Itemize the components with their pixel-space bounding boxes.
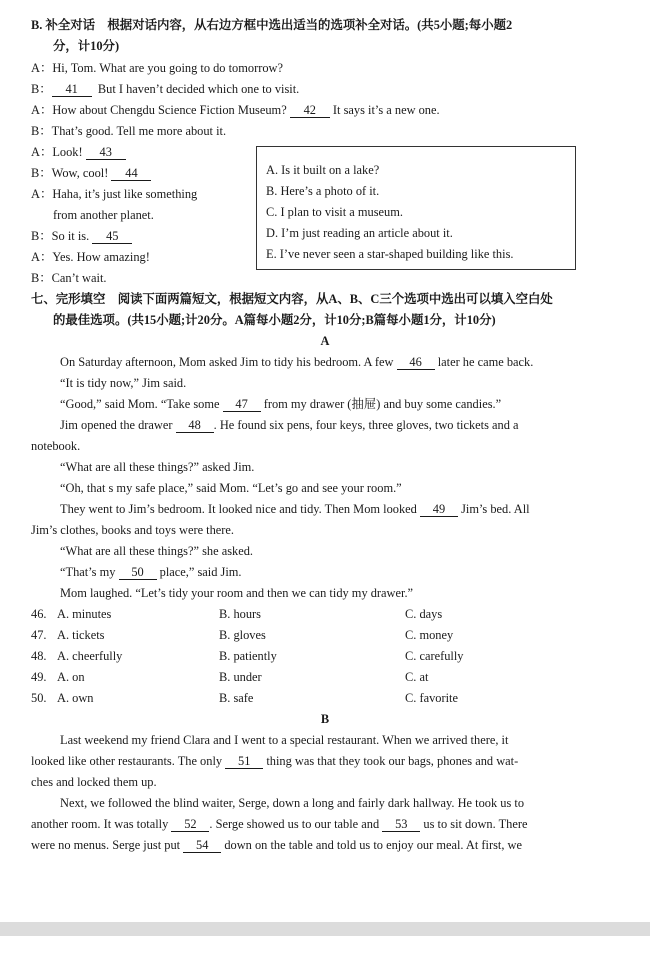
passage-line: Next, we followed the blind waiter, Serge, down a long and fairly dark hallway. He took us to bbox=[60, 796, 525, 810]
section7-heading-line2: 的最佳选项。(共15小题;计20分。A篇每小题2分，计10分;B篇每小题1分，计10分) bbox=[53, 313, 496, 327]
blank-49[interactable]: 49 bbox=[420, 503, 458, 517]
dialogue-line: A：Look! 43 bbox=[31, 144, 126, 160]
dialogue-line: A：Yes. How amazing! bbox=[31, 250, 150, 264]
passage-line: another room. It was totally 52 . Serge showed us to our table and 53 us to sit down. There bbox=[31, 817, 528, 831]
choice-b[interactable]: B. hours bbox=[219, 607, 261, 621]
dialogue-line: B：That’s good. Tell me more about it. bbox=[31, 124, 227, 138]
dialogue-line: A：Hi, Tom. What are you going to do tomorrow? bbox=[31, 61, 283, 75]
blank-45[interactable]: 45 bbox=[92, 230, 132, 244]
passage-line: Jim’s clothes, books and toys were there. bbox=[31, 523, 235, 537]
choice-b[interactable]: B. patiently bbox=[219, 649, 277, 663]
option-b[interactable]: B. Here’s a photo of it. bbox=[266, 184, 380, 198]
dialogue-line: A：How about Chengdu Science Fiction Museum? 42 It says it’s a new one. bbox=[31, 103, 440, 117]
option-c[interactable]: C. I plan to visit a museum. bbox=[266, 205, 403, 219]
choice-c[interactable]: C. money bbox=[405, 628, 454, 642]
choice-b[interactable]: B. gloves bbox=[219, 628, 266, 642]
passage-b-title: B bbox=[320, 712, 330, 726]
blank-52[interactable]: 52 bbox=[171, 818, 209, 832]
blank-48[interactable]: 48 bbox=[176, 419, 214, 433]
dialogue-line: A：Haha, it’s just like something bbox=[31, 187, 198, 201]
dialogue-line: B：Wow, cool! 44 bbox=[31, 165, 151, 181]
blank-46[interactable]: 46 bbox=[397, 356, 435, 370]
passage-line: Jim opened the drawer 48 . He found six pens, four keys, three gloves, two tickets and a bbox=[60, 418, 519, 432]
passage-line: Last weekend my friend Clara and I went to a special restaurant. When we arrived there, it bbox=[60, 733, 509, 747]
blank-41[interactable]: 41 bbox=[52, 83, 92, 97]
passage-line: “What are all these things?” asked Jim. bbox=[60, 460, 255, 474]
dialogue-line: from another planet. bbox=[53, 208, 154, 222]
question-number: 47. bbox=[31, 628, 47, 642]
blank-50[interactable]: 50 bbox=[119, 566, 157, 580]
passage-line: “Oh, that s my safe place,” said Mom. “Let’s go and see your room.” bbox=[60, 481, 402, 495]
blank-42[interactable]: 42 bbox=[290, 104, 330, 118]
question-number: 48. bbox=[31, 649, 47, 663]
choice-c[interactable]: C. days bbox=[405, 607, 443, 621]
question-number: 50. bbox=[31, 691, 47, 705]
choice-a[interactable]: A. minutes bbox=[57, 607, 112, 621]
option-e[interactable]: E. I’ve never seen a star-shaped building like this. bbox=[266, 247, 514, 261]
passage-line: looked like other restaurants. The only 51 thing was that they took our bags, phones and wat- bbox=[31, 754, 519, 768]
option-d[interactable]: D. I’m just reading an article about it. bbox=[266, 226, 453, 240]
choice-a[interactable]: A. cheerfully bbox=[57, 649, 123, 663]
question-number: 46. bbox=[31, 607, 47, 621]
passage-line: notebook. bbox=[31, 439, 81, 453]
bottom-scroll-bar bbox=[0, 922, 650, 936]
passage-line: On Saturday afternoon, Mom asked Jim to tidy his bedroom. A few 46 later he came back. bbox=[60, 355, 534, 369]
part-b-heading-line2: 分，计10分) bbox=[53, 39, 120, 53]
choice-a[interactable]: A. on bbox=[57, 670, 85, 684]
passage-line: Mom laughed. “Let’s tidy your room and then we can tidy my drawer.” bbox=[60, 586, 414, 600]
passage-line: “That’s my 50 place,” said Jim. bbox=[60, 565, 242, 579]
choice-a[interactable]: A. tickets bbox=[57, 628, 105, 642]
blank-47[interactable]: 47 bbox=[223, 398, 261, 412]
option-a[interactable]: A. Is it built on a lake? bbox=[266, 163, 380, 177]
passage-line: “It is tidy now,” Jim said. bbox=[60, 376, 187, 390]
choice-c[interactable]: C. at bbox=[405, 670, 429, 684]
section7-heading-line1: 七、完形填空 阅读下面两篇短文，根据短文内容，从A、B、C三个选项中选出可以填入空白处 bbox=[31, 292, 553, 306]
blank-43[interactable]: 43 bbox=[86, 146, 126, 160]
blank-44[interactable]: 44 bbox=[111, 167, 151, 181]
passage-line: “Good,” said Mom. “Take some 47 from my drawer (抽屉) and buy some candies.” bbox=[60, 397, 502, 411]
part-b-heading-line1: B. 补全对话 根据对话内容，从右边方框中选出适当的选项补全对话。(共5小题;每小题2 bbox=[31, 18, 513, 32]
choice-b[interactable]: B. safe bbox=[219, 691, 254, 705]
blank-51[interactable]: 51 bbox=[225, 755, 263, 769]
passage-line: They went to Jim’s bedroom. It looked nice and tidy. Then Mom looked 49 Jim’s bed. All bbox=[60, 502, 530, 516]
dialogue-line: B： 41 But I haven’t decided which one to visit. bbox=[31, 82, 300, 96]
blank-54[interactable]: 54 bbox=[183, 839, 221, 853]
choice-a[interactable]: A. own bbox=[57, 691, 94, 705]
passage-line: ches and locked them up. bbox=[31, 775, 157, 789]
choice-c[interactable]: C. favorite bbox=[405, 691, 458, 705]
blank-53[interactable]: 53 bbox=[382, 818, 420, 832]
question-number: 49. bbox=[31, 670, 47, 684]
choice-b[interactable]: B. under bbox=[219, 670, 262, 684]
dialogue-line: B：So it is. 45 bbox=[31, 228, 132, 244]
passage-a-title: A bbox=[320, 334, 330, 348]
dialogue-line: B：Can’t wait. bbox=[31, 271, 107, 285]
passage-line: “What are all these things?” she asked. bbox=[60, 544, 254, 558]
passage-line: were no menus. Serge just put 54 down on the table and told us to enjoy our meal. At first, we bbox=[31, 838, 523, 852]
choice-c[interactable]: C. carefully bbox=[405, 649, 464, 663]
